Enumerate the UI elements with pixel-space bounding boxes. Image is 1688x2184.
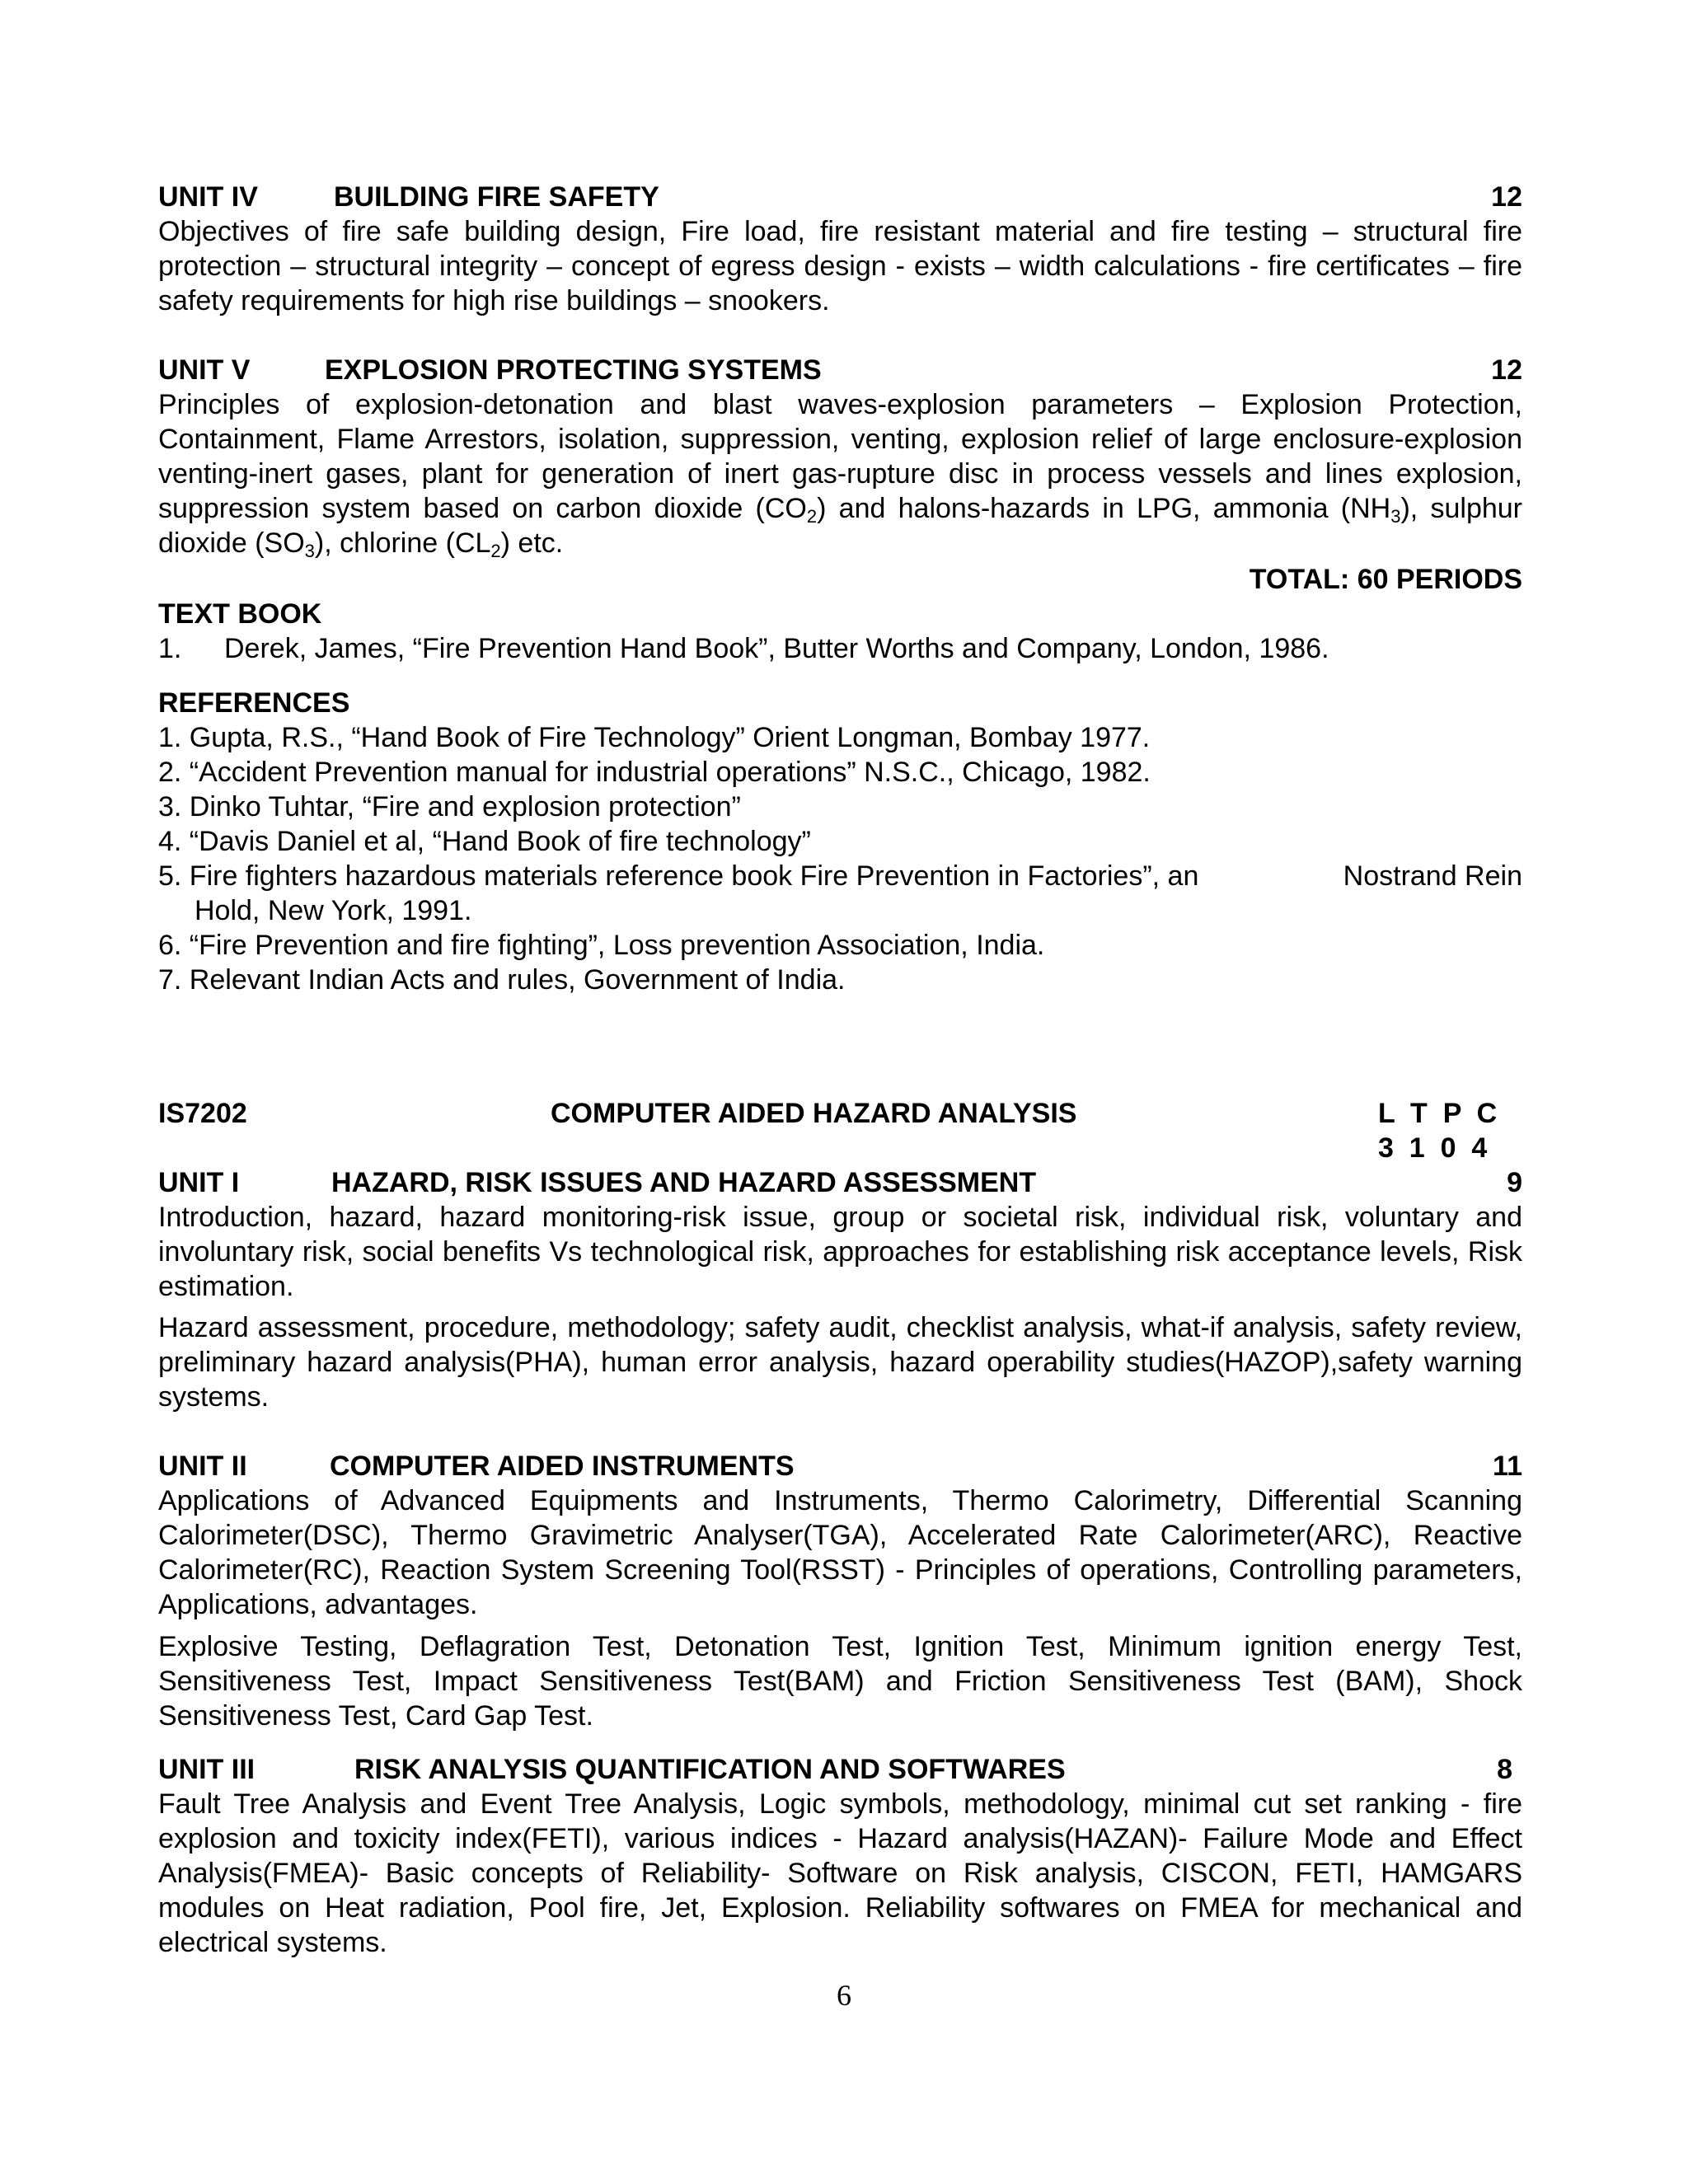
page-number: 6 [837,1979,851,2012]
text-book-item: Derek, James, “Fire Prevention Hand Book”, Butter Worths and Company, London, 1986. [224,633,1329,664]
reference-item: 6. “Fire Prevention and fire fighting”, Loss prevention Association, India. [158,930,1045,961]
reference-item: 5. Fire fighters hazardous materials reference book Fire Prevention in Factories”, an Nostrand Rein [158,860,1522,892]
course-code: IS7202 [158,1098,247,1129]
unit-number: UNIT III [158,1754,256,1785]
references-list [158,720,1522,997]
unit-i-body-1: Introduction, hazard, hazard monitoring-risk issue, group or societal risk, individual risk, voluntary and involuntary risk, social benefits Vs technological risk, approaches for establishing risk acceptance levels, Risk estimation. [158,1202,1522,1302]
unit-number: UNIT V [158,354,251,386]
reference-item: 7. Relevant Indian Acts and rules, Government of India. [158,964,846,996]
unit-title: EXPLOSION PROTECTING SYSTEMS [325,354,822,386]
unit-i-heading [158,1165,1522,1200]
unit-title: RISK ANALYSIS QUANTIFICATION AND SOFTWARES [354,1754,1066,1785]
course-title: COMPUTER AIDED HAZARD ANALYSIS [551,1098,1077,1129]
unit-title: BUILDING FIRE SAFETY [334,181,659,213]
unit-v-heading [158,353,1522,387]
unit-v-body: Principles of explosion-detonation and blast waves-explosion parameters – Explosion Protection, Containment, Flame Arrestors, isolation, suppression, venting, explosion relief of large enclosure-explosion venting-inert gases, plant for generation of inert gas-rupture disc in process vessels and lines explosion, suppression system based on carbon dioxide $(CO_2)$ and halons-hazards in LPG, ammonia $(NH_3)$, sulphur dioxide $(SO_3)$, chlorine $(CL_2)$ etc. [158,389,1522,561]
unit-ii-heading [158,1449,1522,1483]
unit-hours: 12 [1491,181,1522,213]
unit-number: UNIT II [158,1451,247,1482]
unit-title: HAZARD, RISK ISSUES AND HAZARD ASSESSMENT [331,1167,1037,1198]
unit-i-body-2: Hazard assessment, procedure, methodology; safety audit, checklist analysis, what-if analysis, safety review, preliminary hazard analysis(PHA), human error analysis, hazard operability studies(HAZOP),safety warning systems. [158,1312,1522,1413]
references-heading: REFERENCES [158,687,350,719]
text-book-number: 1. [158,633,182,664]
total-periods: TOTAL: 60 PERIODS [1249,564,1522,595]
unit-ii-body-1: Applications of Advanced Equipments and Instruments, Thermo Calorimetry, Differential Scanning Calorimeter(DSC), Thermo Gravimetric Analyser(TGA), Accelerated Rate Calorimeter(ARC), Reactive Calorimeter(RC), Reaction System Screening Tool(RSST) - Principles of operations, Controlling parameters, Applications, advantages. [158,1485,1522,1620]
unit-iii-heading [158,1752,1522,1787]
reference-item: 2. “Accident Prevention manual for industrial operations” N.S.C., Chicago, 1982. [158,757,1151,788]
unit-number: UNIT IV [158,181,258,213]
unit-iv-body: Objectives of fire safe building design, Fire load, fire resistant material and fire testing – structural fire protection – structural integrity – concept of egress design - exists – width calculations - fire certificates – fire safety requirements for high rise buildings – snookers. [158,216,1522,316]
unit-number: UNIT I [158,1167,240,1198]
ltpc-header: L T P C [1378,1098,1498,1129]
ltpc-values: 3 1 0 4 [1378,1132,1488,1164]
reference-item-continuation: Hold, New York, 1991. [195,895,472,926]
unit-hours: 11 [1493,1451,1522,1482]
unit-hours: 12 [1491,354,1522,386]
unit-hours: 8 [1497,1754,1512,1785]
unit-iv-heading [158,180,1522,214]
reference-item: 4. “Davis Daniel et al, “Hand Book of fire technology” [158,826,811,857]
text-book-heading: TEXT BOOK [158,598,322,630]
reference-item: 1. Gupta, R.S., “Hand Book of Fire Technology” Orient Longman, Bombay 1977. [158,722,1151,753]
unit-title: COMPUTER AIDED INSTRUMENTS [330,1451,795,1482]
unit-hours: 9 [1507,1167,1522,1198]
reference-item: 3. Dinko Tuhtar, “Fire and explosion protection” [158,791,741,823]
unit-iii-body: Fault Tree Analysis and Event Tree Analysis, Logic symbols, methodology, minimal cut set ranking - fire explosion and toxicity index(FETI), various indices - Hazard analysis(HAZAN)- Failure Mode and Effect Analysis(FMEA)- Basic concepts of Reliability- Software on Risk analysis, CISCON, FETI, HAMGARS modules on Heat radiation, Pool fire, Jet, Explosion. Reliability softwares on FMEA for mechanical and electrical systems. [158,1788,1522,1958]
unit-ii-body-2: Explosive Testing, Deflagration Test, Detonation Test, Ignition Test, Minimum ignition energy Test, Sensitiveness Test, Impact Sensitiveness Test(BAM) and Friction Sensitiveness Test (BAM), Shock Sensitiveness Test, Card Gap Test. [158,1631,1522,1732]
